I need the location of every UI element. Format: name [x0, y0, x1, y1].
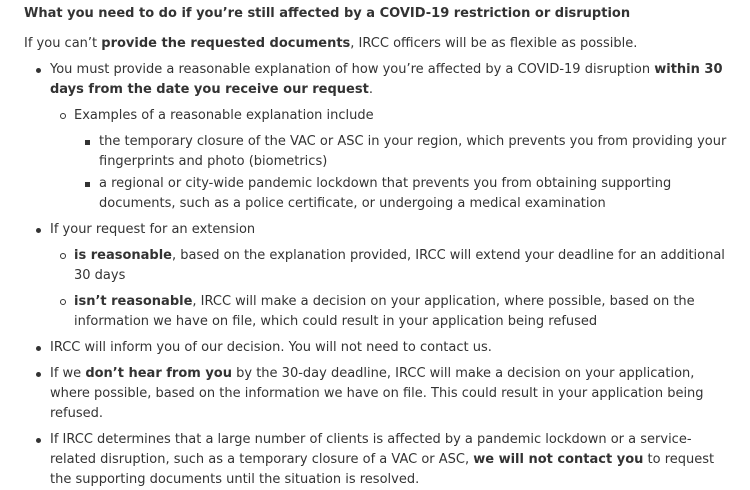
lockdown-text-pre: If IRCC determines that a large number of clients is affected by a pandemic lockdown or a service-related disruption, such as a temporary closure of a VAC or ASC, [50, 432, 692, 467]
sublist-item-reasonable [50, 246, 736, 286]
explanation-text-pre: You must provide a reasonable explanation of how you’re affected by a COVID-19 disruption [50, 62, 655, 77]
lockdown-text-bold: we will not contact you [473, 452, 644, 467]
explanation-sublist [50, 106, 736, 214]
reasonable-text: , based on the explanation provided, IRCC will extend your deadline for an additional 30 days [74, 248, 725, 283]
no-response-text-bold: don’t hear from you [85, 366, 232, 381]
extension-label: If your request for an extension [50, 222, 256, 237]
main-list [26, 60, 736, 490]
intro-text-pre: If you can’t [24, 36, 102, 51]
intro-text-bold: provide the requested documents [101, 36, 351, 51]
section-heading: What you need to do if you’re still affected by a COVID-19 restriction or disruption [24, 6, 631, 21]
sublist-item-examples [50, 106, 736, 214]
list-item-extension [26, 220, 736, 332]
explanation-text-bold: within 30 days from the date you receive our request [50, 62, 723, 97]
example-item: a regional or city-wide pandemic lockdown that prevents you from obtaining supporting documents, such as a police certificate, or undergoing a medical examination [74, 174, 736, 214]
lockdown-text-post: to request the supporting documents until the situation is resolved. [50, 452, 715, 487]
not-reasonable-text: , IRCC will make a decision on your application, where possible, based on the information we have on file, which could result in your application being refused [74, 294, 695, 329]
no-response-text-pre: If we [50, 366, 86, 381]
extension-sublist [50, 246, 736, 332]
list-item-lockdown [26, 430, 736, 490]
examples-list [74, 132, 736, 214]
no-response-text-post: by the 30-day deadline, IRCC will make a decision on your application, where possible, based on the information we have on file. This could result in your application being refused. [50, 366, 704, 421]
intro-text-post: , IRCC officers will be as flexible as possible. [350, 36, 638, 51]
intro-paragraph [24, 34, 736, 54]
examples-label: Examples of a reasonable explanation include [74, 108, 374, 123]
list-item-no-response [26, 364, 736, 424]
sublist-item-not-reasonable [50, 292, 736, 332]
not-reasonable-bold: isn’t reasonable [74, 294, 193, 309]
explanation-text-post: . [368, 82, 373, 97]
list-item-explanation [26, 60, 736, 214]
list-item-inform: IRCC will inform you of our decision. You will not need to contact us. [26, 338, 736, 358]
example-item: the temporary closure of the VAC or ASC in your region, which prevents you from providing your fingerprints and photo (biometrics) [74, 132, 736, 172]
reasonable-bold: is reasonable [74, 248, 172, 263]
